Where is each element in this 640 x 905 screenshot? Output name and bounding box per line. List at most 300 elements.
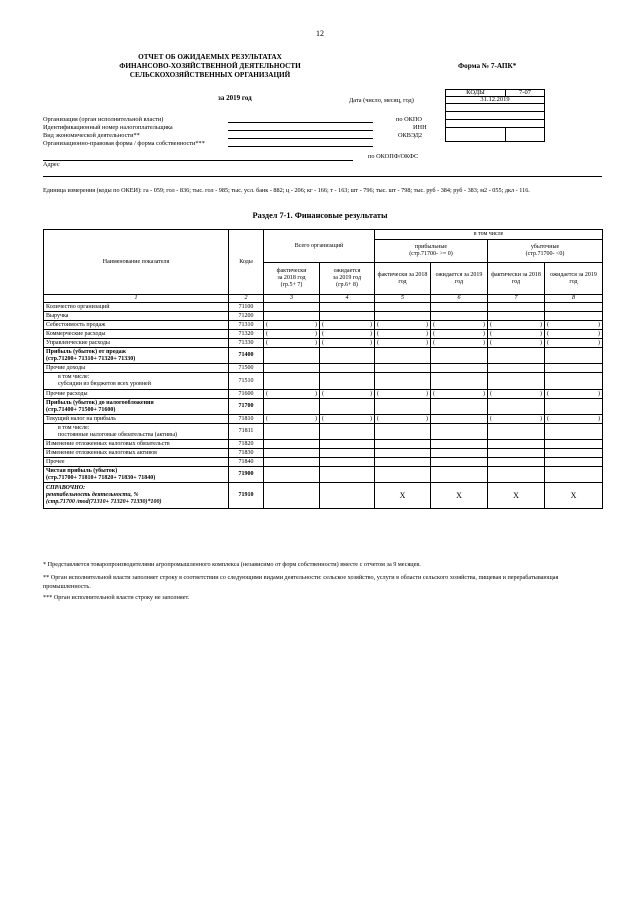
row-name [44, 467, 229, 483]
value-cell[interactable] [488, 339, 545, 348]
column-number: 6 [431, 295, 488, 303]
value-cell[interactable] [431, 467, 488, 483]
inn-label: Идентификационный номер налогоплательщика [43, 124, 173, 131]
value-cell[interactable] [264, 303, 320, 312]
header-fact-word: фактически [276, 268, 307, 274]
okopf-label: по ОКОПФ/ОКФС [368, 153, 419, 160]
value-cell[interactable] [488, 364, 545, 373]
paren-open: ( [377, 415, 379, 422]
table-row [44, 424, 603, 440]
row-name-text: Изменение отложенных налоговых обязательств [46, 440, 170, 447]
row-name-text: Прибыль (убыток) от продаж [46, 348, 126, 355]
value-cell[interactable] [488, 330, 545, 339]
row-name-text: Количество организаций [46, 303, 110, 310]
table-row [44, 440, 603, 449]
org-input-line[interactable] [228, 122, 373, 123]
value-cell[interactable] [488, 348, 545, 364]
header-fact-unprofitable: фактически за 2018 год [488, 263, 545, 295]
value-cell[interactable] [264, 424, 320, 440]
value-cell[interactable] [264, 348, 320, 364]
value-cell[interactable] [488, 440, 545, 449]
date-label: Дата (число, месяц, год) [349, 97, 414, 104]
paren-close: ) [315, 330, 317, 337]
row-name [44, 330, 229, 339]
row-code: 71200 [229, 312, 264, 321]
value-cell[interactable] [431, 321, 488, 330]
value-cell[interactable] [488, 467, 545, 483]
row-name-text: Прочие расходы [46, 390, 88, 397]
value-cell[interactable] [375, 303, 431, 312]
value-cell[interactable] [488, 483, 545, 509]
paren-open: ( [266, 321, 268, 328]
header-unprofitable-cond: (стр.71700- <0) [525, 251, 565, 257]
paren-open: ( [433, 390, 435, 397]
codes-box [445, 89, 545, 142]
value-cell[interactable] [431, 424, 488, 440]
value-cell[interactable] [545, 399, 603, 415]
org-label: Организация (орган исполнительной власти) [43, 116, 164, 123]
value-cell[interactable] [320, 440, 375, 449]
okved-input-line[interactable] [228, 138, 373, 139]
value-cell[interactable] [375, 330, 431, 339]
value-cell[interactable] [375, 312, 431, 321]
inn-code-label: ИНН [413, 124, 427, 131]
value-cell[interactable] [545, 483, 603, 509]
value-cell[interactable] [320, 339, 375, 348]
address-input-line[interactable] [43, 176, 602, 177]
row-code: 71700 [229, 399, 264, 415]
value-cell[interactable] [375, 458, 431, 467]
not-applicable-mark: Х [399, 491, 406, 500]
paren-open: ( [322, 330, 324, 337]
row-name-text: в том числе: [58, 374, 90, 380]
footnote-3: *** Орган исполнительной власти строку не заполняет. [43, 594, 190, 601]
address-top-line [43, 160, 353, 161]
form-code: 7-07 [506, 90, 545, 97]
value-cell[interactable] [431, 364, 488, 373]
header-including: в том числе [375, 230, 603, 240]
value-cell[interactable] [320, 399, 375, 415]
value-cell[interactable] [488, 415, 545, 424]
paren-close: ) [426, 321, 428, 328]
value-cell[interactable] [320, 415, 375, 424]
value-cell[interactable] [545, 467, 603, 483]
paren-close: ) [426, 330, 428, 337]
row-code: 71400 [229, 348, 264, 364]
row-name-text: СПРАВОЧНО: [46, 485, 86, 491]
paren-open: ( [547, 339, 549, 346]
paren-close: ) [540, 339, 542, 346]
paren-close: ) [598, 415, 601, 422]
value-cell[interactable] [264, 390, 320, 399]
row-name [44, 458, 229, 467]
paren-close: ) [598, 321, 601, 328]
column-number: 3 [264, 295, 320, 303]
value-cell[interactable] [320, 364, 375, 373]
paren-close: ) [370, 390, 372, 397]
form-label: Форма № 7-АПК* [458, 62, 517, 70]
row-name [44, 321, 229, 330]
address-label: Адрес [43, 161, 60, 168]
footnote-2: ** Орган исполнительной власти заполняет строку в соответствии со следующими видами деятельности: сельское хозяйство, услуги в области сельского хозяйства, пищевая и перерабатывающая промышленность. [43, 574, 559, 590]
okpo-cell[interactable] [446, 104, 545, 112]
paren-close: ) [483, 339, 485, 346]
value-cell[interactable] [545, 415, 603, 424]
value-cell[interactable] [488, 458, 545, 467]
paren-open: ( [266, 330, 268, 337]
ownership-label: Организационно-правовая форма / форма собственности*** [43, 140, 205, 147]
column-number: 7 [488, 295, 545, 303]
paren-open: ( [322, 415, 324, 422]
paren-close: ) [598, 390, 601, 397]
table-row [44, 458, 603, 467]
value-cell[interactable] [431, 312, 488, 321]
paren-close: ) [370, 330, 372, 337]
value-cell[interactable] [320, 321, 375, 330]
paren-close: ) [483, 321, 485, 328]
row-name-text: Чистая прибыль (убыток) [46, 467, 118, 474]
value-cell[interactable] [431, 415, 488, 424]
value-cell[interactable] [488, 321, 545, 330]
value-cell[interactable] [431, 330, 488, 339]
paren-close: ) [315, 339, 317, 346]
value-cell[interactable] [488, 390, 545, 399]
paren-open: ( [322, 390, 324, 397]
okved-code-label: ОКВЭД2 [398, 132, 423, 139]
row-name-subtext: постоянные налоговые обязательства (активы) [58, 431, 178, 438]
not-applicable-mark: Х [570, 491, 577, 500]
paren-open: ( [547, 321, 549, 328]
inn-input-line[interactable] [228, 130, 373, 131]
paren-close: ) [598, 339, 601, 346]
paren-open: ( [490, 321, 492, 328]
table-row [44, 339, 603, 348]
row-name [44, 415, 229, 424]
header-exp-formula: (гр.6+ 8) [336, 282, 358, 288]
value-cell[interactable] [375, 348, 431, 364]
table-row [44, 348, 603, 364]
value-cell[interactable] [545, 424, 603, 440]
value-cell[interactable] [545, 449, 603, 458]
table-row [44, 364, 603, 373]
row-name [44, 449, 229, 458]
section-title: Раздел 7-1. Финансовые результаты [252, 211, 388, 220]
row-name-subtext: рентабельность деятельности, % [46, 492, 139, 498]
paren-open: ( [377, 321, 379, 328]
value-cell[interactable] [431, 458, 488, 467]
okved-cell[interactable] [446, 120, 545, 128]
row-name [44, 364, 229, 373]
value-cell[interactable] [264, 364, 320, 373]
table-row [44, 483, 603, 509]
row-name-text: Управленческие расходы [46, 339, 110, 346]
value-cell[interactable] [375, 449, 431, 458]
value-cell[interactable] [264, 330, 320, 339]
report-title [40, 53, 380, 80]
value-cell[interactable] [431, 449, 488, 458]
row-code: 71600 [229, 390, 264, 399]
paren-close: ) [370, 415, 372, 422]
value-cell[interactable] [320, 312, 375, 321]
value-cell[interactable] [488, 424, 545, 440]
value-cell[interactable] [375, 483, 431, 509]
row-code: 71310 [229, 321, 264, 330]
value-cell[interactable] [375, 390, 431, 399]
paren-close: ) [598, 330, 601, 337]
value-cell[interactable] [264, 467, 320, 483]
value-cell[interactable] [545, 339, 603, 348]
value-cell[interactable] [545, 373, 603, 390]
table-body [44, 303, 603, 509]
row-name-text: Себестоимость продаж [46, 321, 106, 328]
value-cell[interactable] [545, 440, 603, 449]
paren-open: ( [433, 339, 435, 346]
table-row [44, 373, 603, 390]
value-cell[interactable] [431, 440, 488, 449]
value-cell[interactable] [264, 449, 320, 458]
okopf-cell[interactable] [446, 128, 506, 142]
paren-open: ( [322, 339, 324, 346]
paren-close: ) [426, 415, 428, 422]
title-line-3: СЕЛЬСКОХОЗЯЙСТВЕННЫХ ОРГАНИЗАЦИЙ [129, 71, 291, 79]
paren-open: ( [490, 330, 492, 337]
value-cell[interactable] [545, 330, 603, 339]
value-cell[interactable] [431, 399, 488, 415]
column-number: 5 [375, 295, 431, 303]
paren-close: ) [483, 390, 485, 397]
paren-open: ( [266, 390, 268, 397]
date-value[interactable]: 31.12.2019 [446, 97, 545, 104]
units-note: Единица измерения (коды по ОКЕИ): га - 059; гол - 836; тыс. гол - 985; тыс. усл. банк - 882; ц - 206; кг - 166; т - 163; шт - 796; тыс. шт - 798; тыс. руб - 384; руб - 383; м2 - 055; дкл - 116. [43, 187, 530, 194]
header-unprofitable [488, 240, 603, 263]
table-row [44, 321, 603, 330]
value-cell[interactable] [545, 312, 603, 321]
value-cell[interactable] [264, 312, 320, 321]
paren-open: ( [547, 415, 549, 422]
codes-header: КОДЫ [446, 90, 506, 97]
paren-close: ) [315, 415, 317, 422]
row-name-subtext: (стр.71700+ 71810+ 71820+ 71830+ 71840) [46, 474, 156, 481]
row-name-text: Прибыль (убыток) до налогообложения [46, 399, 154, 406]
row-name [44, 390, 229, 399]
value-cell[interactable] [375, 440, 431, 449]
value-cell[interactable] [545, 303, 603, 312]
row-code: 71900 [229, 467, 264, 483]
value-cell[interactable] [320, 467, 375, 483]
value-cell[interactable] [375, 399, 431, 415]
column-number: 8 [545, 295, 603, 303]
column-number: 2 [229, 295, 264, 303]
value-cell[interactable] [545, 348, 603, 364]
value-cell[interactable] [375, 415, 431, 424]
header-codes: Коды [229, 230, 264, 295]
table-row [44, 399, 603, 415]
table-row [44, 312, 603, 321]
row-name [44, 440, 229, 449]
value-cell[interactable] [545, 390, 603, 399]
page-number: 12 [316, 29, 324, 38]
paren-open: ( [490, 339, 492, 346]
value-cell[interactable] [264, 399, 320, 415]
header-fact-total [264, 263, 320, 295]
header-profitable-cond: (стр.71700- >= 0) [409, 251, 453, 257]
paren-close: ) [315, 321, 317, 328]
row-name-text: Выручка [46, 312, 69, 319]
row-code: 71910 [229, 483, 264, 509]
value-cell[interactable] [320, 303, 375, 312]
value-cell[interactable] [320, 424, 375, 440]
financial-results-table [43, 229, 603, 509]
row-name [44, 424, 229, 440]
row-code: 71830 [229, 449, 264, 458]
row-name-subtext: (стр.71200+ 71310+ 71320+ 71330) [46, 355, 136, 362]
paren-close: ) [426, 390, 428, 397]
header-fact-formula: (гр.5+ 7) [280, 282, 303, 288]
row-code: 71820 [229, 440, 264, 449]
value-cell[interactable] [488, 303, 545, 312]
value-cell[interactable] [488, 399, 545, 415]
column-number: 1 [44, 295, 229, 303]
paren-open: ( [377, 390, 379, 397]
header-exp-profitable: ожидается за 2019 год [431, 263, 488, 295]
not-applicable-mark: Х [513, 491, 519, 500]
header-exp-year: за 2019 год [332, 275, 362, 281]
value-cell[interactable] [375, 364, 431, 373]
paren-close: ) [540, 415, 542, 422]
table-row [44, 415, 603, 424]
row-name [44, 399, 229, 415]
title-line-2: ФИНАНСОВО-ХОЗЯЙСТВЕННОЙ ДЕЯТЕЛЬНОСТИ [119, 62, 301, 70]
header-all-orgs: Всего организаций [264, 230, 375, 263]
value-cell[interactable] [264, 415, 320, 424]
okved-label: Вид экономической деятельности** [43, 132, 140, 139]
column-number: 4 [320, 295, 375, 303]
header-fact-year: за 2018 год [277, 275, 306, 281]
value-cell[interactable] [320, 348, 375, 364]
row-name [44, 339, 229, 348]
row-code: 71330 [229, 339, 264, 348]
paren-open: ( [547, 330, 549, 337]
row-code: 71500 [229, 364, 264, 373]
row-name-text: Коммерческие расходы [46, 330, 106, 337]
value-cell[interactable] [431, 303, 488, 312]
not-applicable-mark: Х [456, 491, 462, 500]
value-cell[interactable] [264, 440, 320, 449]
value-cell[interactable] [488, 373, 545, 390]
inn-cell[interactable] [446, 112, 545, 120]
value-cell[interactable] [431, 373, 488, 390]
ownership-input-line[interactable] [228, 146, 373, 147]
row-name [44, 348, 229, 364]
row-name [44, 373, 229, 390]
row-name-subtext: (стр.71400+ 71500+ 71600) [46, 406, 116, 413]
value-cell[interactable] [375, 339, 431, 348]
header-name: Наименование показателя [44, 230, 229, 295]
value-cell[interactable] [375, 373, 431, 390]
title-line-1: ОТЧЕТ ОБ ОЖИДАЕМЫХ РЕЗУЛЬТАТАХ [138, 53, 282, 61]
row-name-formula: (стр.71700 /mod(71310+ 71320+ 71330)*100) [46, 499, 162, 505]
row-name-subtext: субсидии из бюджетов всех уровней [58, 381, 151, 387]
value-cell[interactable] [545, 321, 603, 330]
paren-open: ( [377, 330, 379, 337]
row-code: 71810 [229, 415, 264, 424]
value-cell[interactable] [264, 321, 320, 330]
table-row [44, 330, 603, 339]
value-cell[interactable] [320, 483, 375, 509]
paren-open: ( [266, 415, 268, 422]
report-period: за 2019 год [218, 94, 252, 102]
row-name-text: Прочее [46, 458, 65, 465]
value-cell[interactable] [320, 458, 375, 467]
value-cell[interactable] [431, 339, 488, 348]
table-row [44, 467, 603, 483]
value-cell[interactable] [320, 330, 375, 339]
paren-close: ) [315, 390, 317, 397]
header-profitable [375, 240, 488, 263]
row-code: 71840 [229, 458, 264, 467]
paren-open: ( [266, 339, 268, 346]
paren-close: ) [370, 321, 372, 328]
value-cell[interactable] [320, 373, 375, 390]
row-name-text: Прочие доходы [46, 364, 86, 371]
value-cell[interactable] [375, 424, 431, 440]
paren-close: ) [370, 339, 372, 346]
value-cell[interactable] [545, 364, 603, 373]
value-cell[interactable] [545, 458, 603, 467]
value-cell[interactable] [431, 390, 488, 399]
row-name-text: Текущий налог на прибыль [46, 415, 116, 422]
paren-open: ( [322, 321, 324, 328]
paren-open: ( [377, 339, 379, 346]
row-name-text: Изменение отложенных налоговых активов [46, 449, 158, 456]
paren-close: ) [426, 339, 428, 346]
row-name [44, 312, 229, 321]
paren-close: ) [483, 330, 485, 337]
paren-close: ) [540, 330, 542, 337]
value-cell[interactable] [488, 312, 545, 321]
value-cell[interactable] [264, 458, 320, 467]
row-name [44, 483, 229, 509]
header-exp-word: ожидается [333, 268, 361, 274]
value-cell[interactable] [264, 339, 320, 348]
paren-close: ) [540, 321, 542, 328]
value-cell[interactable] [431, 483, 488, 509]
okfs-cell[interactable] [506, 128, 545, 142]
row-code: 71320 [229, 330, 264, 339]
value-cell[interactable] [375, 321, 431, 330]
row-code: 71811 [229, 424, 264, 440]
value-cell[interactable] [320, 449, 375, 458]
header-profitable-label: прибыльные [414, 244, 448, 250]
paren-open: ( [490, 415, 492, 422]
table-row [44, 303, 603, 312]
value-cell[interactable] [375, 467, 431, 483]
value-cell[interactable] [431, 348, 488, 364]
header-expected-total [320, 263, 375, 295]
value-cell[interactable] [320, 390, 375, 399]
footnote-1: * Представляется товаропроизводителями агропромышленного комплекса (независимо от форм собственности) вместе с отчетом за 9 месяцев. [43, 561, 421, 568]
table-row [44, 390, 603, 399]
value-cell[interactable] [264, 373, 320, 390]
header-fact-profitable: фактически за 2018 год [375, 263, 431, 295]
row-name [44, 303, 229, 312]
okpo-label: по ОКПО [396, 116, 422, 123]
paren-open: ( [433, 330, 435, 337]
value-cell[interactable] [488, 449, 545, 458]
table-row [44, 449, 603, 458]
value-cell[interactable] [264, 483, 320, 509]
column-numbers-row [44, 295, 603, 303]
